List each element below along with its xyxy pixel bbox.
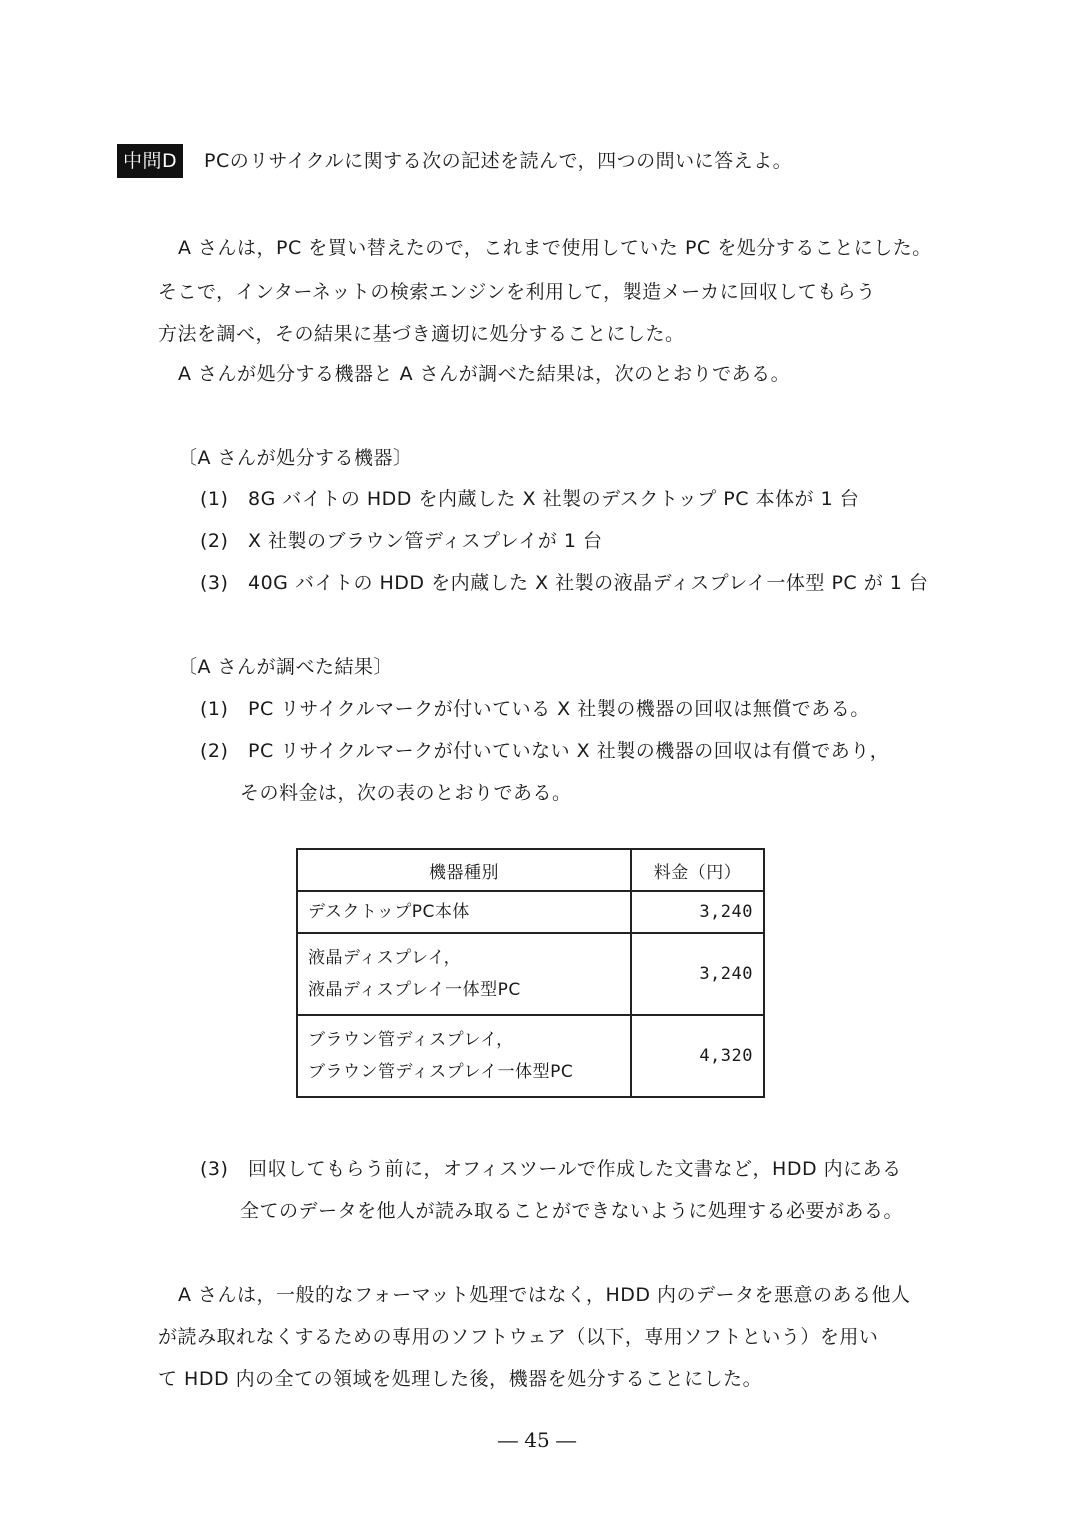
table-row: [297, 933, 764, 1015]
page-number: ― 45 ―: [497, 1428, 577, 1452]
result-item-2-line-1: PC リサイクルマークが付いていない X 社製の機器の回収は有償であり，: [248, 740, 890, 762]
fee-table-price-cell: 3,240: [631, 933, 764, 1015]
fee-table-kind-text: 液晶ディスプレイ一体型PC: [308, 980, 521, 1000]
closing-line-3: て HDD 内の全ての領域を処理した後，機器を処分することにした。: [158, 1368, 763, 1390]
fee-table-kind-cell: [297, 933, 631, 1015]
intro-line-4: A さんが処分する機器と A さんが調べた結果は，次のとおりである。: [178, 363, 791, 385]
device-item-3-num: (3): [200, 572, 229, 594]
device-item-3: [200, 571, 928, 595]
fee-table-price-cell: 3,240: [631, 891, 764, 933]
result-item-3-line-2: 全てのデータを他人が読み取ることができないように処理する必要がある。: [240, 1200, 904, 1222]
fee-table-kind-text: ブラウン管ディスプレイ，: [308, 1030, 514, 1050]
closing-line-1: A さんは，一般的なフォーマット処理ではなく，HDD 内のデータを悪意のある他人: [178, 1284, 911, 1306]
result-item-1-num: (1): [200, 698, 229, 720]
result-item-1: [200, 697, 870, 721]
device-item-2: [200, 529, 603, 553]
fee-table-kind-text: 液晶ディスプレイ，: [308, 948, 462, 968]
device-item-1: [200, 487, 859, 511]
fee-table-header-kind: 機器種別: [297, 849, 631, 891]
intro-line-1: A さんは，PC を買い替えたので，これまで使用していた PC を処分することにした。: [178, 237, 932, 259]
result-item-1-text: PC リサイクルマークが付いている X 社製の機器の回収は無償である。: [248, 698, 870, 720]
result-item-3: [200, 1157, 902, 1181]
result-item-3-line-1: 回収してもらう前に，オフィスツールで作成した文書など，HDD 内にある: [248, 1158, 902, 1180]
intro-line-2: そこで，インターネットの検索エンジンを利用して，製造メーカに回収してもらう: [158, 281, 876, 303]
result-item-2-num: (2): [200, 740, 229, 762]
device-item-1-num: (1): [200, 488, 229, 510]
fee-table-header-price: 料金（円）: [631, 849, 764, 891]
question-title: PCのリサイクルに関する次の記述を読んで，四つの問いに答えよ。: [204, 150, 793, 172]
table-row: [297, 891, 764, 933]
device-item-3-text: 40G バイトの HDD を内蔵した X 社製の液晶ディスプレイ一体型 PC が 1 台: [248, 572, 929, 594]
result-item-2: [200, 739, 889, 763]
fee-table-price-cell: 4,320: [631, 1015, 764, 1097]
fee-table-kind-cell: [297, 891, 631, 933]
device-item-1-text: 8G バイトの HDD を内蔵した X 社製のデスクトップ PC 本体が 1 台: [248, 488, 860, 510]
fee-table-kind-cell: [297, 1015, 631, 1097]
question-tag: 中問D: [117, 144, 183, 178]
table-row: [297, 1015, 764, 1097]
result-item-2-line-2: その料金は，次の表のとおりである。: [240, 782, 572, 804]
device-item-2-text: X 社製のブラウン管ディスプレイが 1 台: [248, 530, 603, 552]
intro-line-3: 方法を調べ，その結果に基づき適切に処分することにした。: [158, 323, 685, 345]
fee-table-kind-text: デスクトップPC本体: [308, 902, 470, 922]
result-item-3-num: (3): [200, 1158, 229, 1180]
closing-line-2: が読み取れなくするための専用のソフトウェア（以下，専用ソフトという）を用い: [158, 1326, 879, 1348]
results-heading: 〔A さんが調べた結果〕: [178, 656, 394, 678]
devices-heading: 〔A さんが処分する機器〕: [178, 447, 413, 469]
fee-table: [296, 848, 765, 1098]
device-item-2-num: (2): [200, 530, 229, 552]
fee-table-kind-text: ブラウン管ディスプレイ一体型PC: [308, 1062, 574, 1082]
